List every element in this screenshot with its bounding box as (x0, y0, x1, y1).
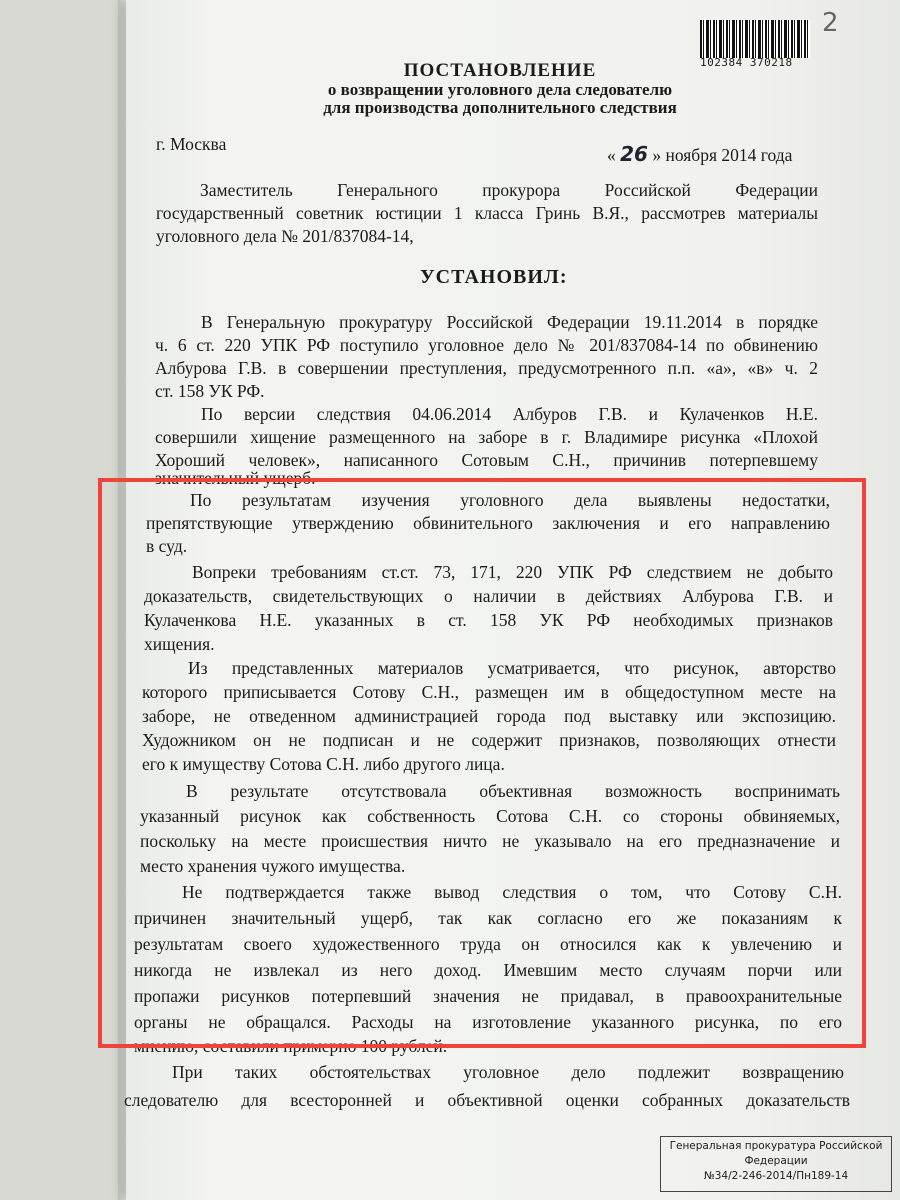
body-line: При таких обстоятельствах уголовное дело подлежит возвращению (172, 1062, 844, 1082)
body-line: мнению, составили примерно 100 рублей. (134, 1036, 448, 1056)
date-quote-close: » (652, 145, 662, 165)
body-line: заборе, не отведенном администрацией города под выставку или экспозицию. (142, 706, 836, 726)
body-line: Хороший человек», написанного Сотовым С.Н., причинив потерпевшему (155, 450, 818, 470)
date-quote-open: « (607, 145, 616, 165)
body-line: Кулаченкова Н.Е. указанных в ст. 158 УК РФ необходимых признаков (144, 610, 833, 630)
document-title: ПОСТАНОВЛЕНИЕ (403, 60, 597, 81)
intro-line: уголовного дела № 201/837084-14, (156, 226, 414, 246)
date-month-year: ноября 2014 года (665, 145, 793, 165)
body-line: Албурова Г.В. в совершении преступления, предусмотренного п.п. «а», «в» ч. 2 (155, 358, 818, 378)
body-line: доказательств, свидетельствующих о наличии в действиях Албурова Г.В. и (144, 586, 833, 606)
body-line: значительный ущерб. (155, 468, 316, 488)
section-heading: УСТАНОВИЛ: (420, 266, 568, 288)
city: г. Москва (156, 134, 227, 154)
body-line: причинен значительный ущерб, так как согласно его же показаниям к (134, 908, 842, 928)
body-line: Художником он не подписан и не содержит признаков, позволяющих отнести (142, 730, 836, 750)
body-line: совершили хищение размещенного на заборе в г. Владимире рисунка «Плохой (155, 427, 818, 447)
body-line: место хранения чужого имущества. (140, 856, 406, 876)
body-line: ст. 158 УК РФ. (155, 381, 265, 401)
barcode-icon (700, 20, 810, 58)
body-line: указанный рисунок как собственность Сотова С.Н. со стороны обвиняемых, (140, 806, 840, 826)
body-line: никогда не извлекал из него доход. Имевшим место случаям порчи или (134, 960, 842, 980)
body-line: в суд. (146, 536, 188, 556)
intro-line: Заместитель Генерального прокурора Российской Федерации (200, 180, 818, 200)
body-line: препятствующие утверждению обвинительного заключения и его направлению (146, 513, 830, 533)
body-line: хищения. (144, 634, 215, 654)
body-line: поскольку на месте происшествия ничто не указывало на его предназначение и (140, 831, 840, 851)
body-line: По версии следствия 04.06.2014 Албуров Г.В. и Кулаченков Н.Е. (201, 404, 818, 424)
body-line: ч. 6 ст. 220 УПК РФ поступило уголовное дело № 201/837084-14 по обвинению (155, 335, 818, 355)
stamp-line: Генеральная прокуратура Российской (669, 1140, 883, 1152)
handwritten-page-number: 2 (822, 8, 839, 38)
barcode-number: 102384 370218 (700, 56, 793, 69)
body-line: которого приписывается Сотову С.Н., размещен им в общедоступном месте на (142, 682, 836, 702)
date-day-handwritten: 26 (620, 142, 648, 166)
stamp-line: Федерации (744, 1155, 808, 1167)
body-line: Не подтверждается также вывод следствия о том, что Сотову С.Н. (182, 882, 842, 902)
stamp-line: №34/2-246-2014/Пн189-14 (703, 1170, 849, 1182)
document-subtitle-line1: о возвращении уголовного дела следователю (327, 80, 673, 99)
document-date (607, 142, 792, 166)
body-line: В Генеральную прокуратуру Российской Федерации 19.11.2014 в порядке (201, 312, 818, 332)
body-line: пропажи рисунков потерпевший значения не придавал, в правоохранительные (134, 986, 842, 1006)
highlight-box (98, 478, 866, 1048)
document-subtitle-line2: для производства дополнительного следствия (323, 98, 677, 117)
registration-stamp (660, 1136, 892, 1192)
body-line: результатам своего художественного труда он относился как к увлечению и (134, 934, 842, 954)
body-line: Из представленных материалов усматривается, что рисунок, авторство (188, 658, 836, 678)
body-line: Вопреки требованиям ст.ст. 73, 171, 220 УПК РФ следствием не добыто (192, 562, 833, 582)
body-line: По результатам изучения уголовного дела выявлены недостатки, (190, 490, 830, 510)
intro-line: государственный советник юстиции 1 класса Гринь В.Я., рассмотрев материалы (156, 203, 818, 223)
body-line: следователю для всесторонней и объективной оценки собранных доказательств (124, 1090, 850, 1110)
body-line: его к имуществу Сотова С.Н. либо другого лица. (142, 754, 505, 774)
body-line: В результате отсутствовала объективная возможность воспринимать (186, 781, 840, 801)
body-line: органы не обращался. Расходы на изготовление указанного рисунка, по его (134, 1012, 842, 1032)
